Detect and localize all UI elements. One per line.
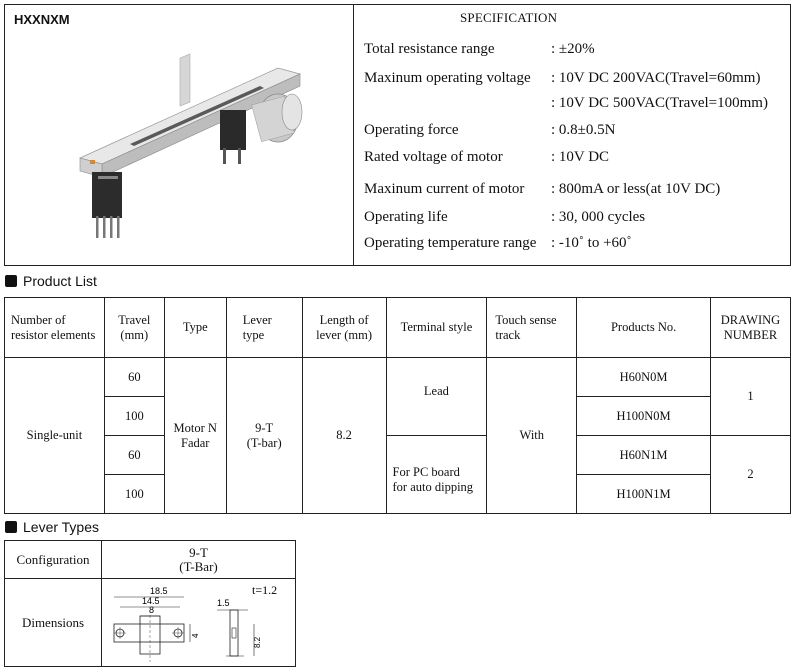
dim-thickness: t=1.2 [252,582,278,597]
spec-value: : 800mA or less(at 10V DC) [551,181,721,197]
table-row [5,541,296,579]
dimensions-drawing-cell [102,579,296,667]
lever-types-table [4,540,296,667]
spec-value: : 0.8±0.5N [551,122,616,138]
cell-travel: 100 [104,397,164,436]
cell-travel: 60 [104,436,164,475]
model-name: HXXNXM [14,12,70,27]
spec-label: Operating life [364,209,448,225]
dim-height: 4 [191,633,200,638]
spec-label: Operating temperature range [364,235,537,251]
lever-dimension-drawing [102,580,294,666]
lever-types-heading [5,519,99,535]
header-products: Products No. [577,298,711,358]
fader-product-image [60,40,320,250]
cell-travel: 100 [104,475,164,514]
spec-label: Operating force [364,122,459,138]
spec-value: : -10˚ to +60˚ [551,235,632,251]
dim-width-2: 14.5 [142,595,160,606]
header-divider [353,4,354,266]
spec-value: : 10V DC [551,149,610,165]
cell-product-no: H60N0M [577,358,711,397]
spec-value: : 30, 000 cycles [551,209,646,225]
table-row [5,579,296,667]
spec-value: : ±20% [551,41,595,57]
spec-label: Maxinum operating voltage [364,70,531,86]
dim-width-3: 8 [149,604,155,615]
cell-drawing: 2 [710,436,790,514]
table-row [5,358,791,397]
cell-terminal-lead: Lead [386,358,487,436]
spec-value: : 10V DC 200VAC(Travel=60mm) [551,70,761,86]
table-row [5,436,791,475]
table-header-row [5,298,791,358]
product-list-title: Product List [23,273,97,289]
configuration-label: Configuration [5,541,102,579]
lever-types-title: Lever Types [23,519,100,535]
cell-terminal-pc: For PC board for auto dipping [386,436,487,514]
header-lever: Lever type [226,298,302,358]
dim-offset: 1.5 [217,597,230,608]
product-list-heading [5,273,97,289]
spec-label: Total resistance range [364,41,495,57]
product-list-table [4,297,791,514]
configuration-value: 9-T (T-Bar) [102,541,296,579]
header-elements: Number of resistor elements [5,298,105,358]
cell-product-no: H60N1M [577,436,711,475]
cell-product-no: H100N0M [577,397,711,436]
cell-drawing: 1 [710,358,790,436]
cell-product-no: H100N1M [577,475,711,514]
cell-type: Motor N Fadar [164,358,226,514]
dim-lever-length: 8.2 [253,636,262,648]
spec-value: : 10V DC 500VAC(Travel=100mm) [551,95,768,111]
header-type: Type [164,298,226,358]
cell-touch: With [487,358,577,514]
cell-travel: 60 [104,358,164,397]
spec-title: SPECIFICATION [460,10,558,25]
header-length: Length of lever (mm) [302,298,386,358]
header-terminal: Terminal style [386,298,487,358]
dim-width-1: 18.5 [150,585,168,596]
spec-label: Maxinum current of motor [364,181,525,197]
cell-single-unit: Single-unit [5,358,105,514]
header-travel: Travel (mm) [104,298,164,358]
bullet-square-icon [5,521,17,533]
header-touch: Touch sense track [487,298,577,358]
spec-label: Rated voltage of motor [364,149,503,165]
header-drawing: DRAWING NUMBER [710,298,790,358]
cell-length: 8.2 [302,358,386,514]
bullet-square-icon [5,275,17,287]
dimensions-label: Dimensions [5,579,102,667]
cell-lever: 9-T (T-bar) [226,358,302,514]
